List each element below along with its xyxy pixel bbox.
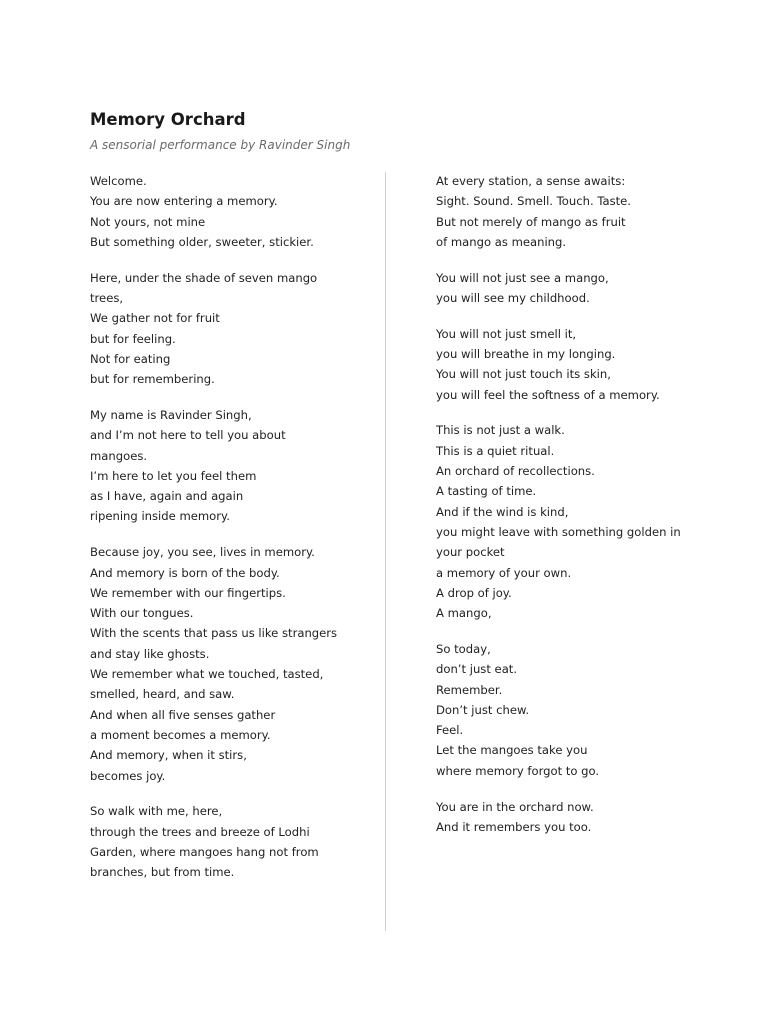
stanza (436, 420, 708, 623)
poem-line: of mango as meaning. (436, 234, 567, 249)
stanza (90, 268, 340, 390)
left-column (90, 171, 340, 898)
poem-line: My name is Ravinder Singh, (90, 407, 252, 422)
poem-line: A tasting of time. (436, 484, 537, 499)
poem-line: ripening inside memory. (90, 509, 230, 524)
poem-line: Not for eating (90, 351, 171, 366)
poem-line: You will not just see a mango, (436, 270, 609, 285)
stanza (436, 797, 708, 838)
poem-line: Sight. Sound. Smell. Touch. Taste. (436, 194, 631, 209)
poem-line: you will breathe in my longing. (436, 347, 616, 362)
poem-line: Welcome. (90, 174, 147, 188)
poem-line: At every station, a sense awaits: (436, 174, 626, 188)
poem-line: where memory forgot to go. (436, 763, 600, 778)
poem-line: but for feeling. (90, 331, 176, 346)
stanza (436, 639, 708, 781)
poem-line: as I have, again and again (90, 489, 244, 504)
poem-line: Not yours, not mine (90, 214, 206, 229)
poem-line: We gather not for fruit (90, 311, 220, 326)
poem-line: But not merely of mango as fruit (436, 214, 626, 229)
poem-line: So walk with me, here, (90, 804, 223, 819)
stanza (436, 268, 708, 309)
poem-line: becomes joy. (90, 768, 166, 783)
poem-line: and I’m not here to tell you about mangoes. (90, 428, 286, 463)
stanza (436, 324, 708, 405)
poem-line: A drop of joy. (436, 585, 512, 600)
poem-line: through the trees and breeze of Lodhi Garden, where mangoes hang not from branches, but from time. (90, 824, 319, 880)
poem-line: And memory is born of the body. (90, 565, 280, 580)
poem-line: We remember with our fingertips. (90, 585, 286, 600)
stanza (90, 542, 340, 786)
poem-line: This is not just a walk. (436, 423, 565, 438)
poem-line: you might leave with something golden in your pocket (436, 524, 681, 560)
poem-line: And memory, when it stirs, (90, 748, 247, 763)
poem-line: Because joy, you see, lives in memory. (90, 545, 315, 560)
poem-line: A mango, (436, 606, 492, 621)
column-divider (385, 172, 386, 931)
poem-line: Feel. (436, 723, 464, 738)
poem-line: You will not just smell it, (436, 326, 577, 341)
stanza (90, 171, 340, 252)
poem-line: don’t just eat. (436, 662, 518, 677)
page-title: Memory Orchard (90, 110, 246, 129)
poem-line: We remember what we touched, tasted, smelled, heard, and saw. (90, 667, 324, 702)
stanza (90, 405, 340, 527)
poem-line: Here, under the shade of seven mango trees, (90, 270, 318, 305)
right-column (436, 171, 708, 853)
poem-line: An orchard of recollections. (436, 464, 595, 479)
poem-line: Let the mangoes take you (436, 743, 588, 758)
poem-line: Don’t just chew. (436, 702, 530, 717)
poem-line: You will not just touch its skin, (436, 367, 611, 382)
poem-line: So today, (436, 641, 491, 656)
poem-line: but for remembering. (90, 372, 215, 387)
poem-line: you will see my childhood. (436, 290, 590, 305)
poem-line: This is a quiet ritual. (436, 443, 555, 458)
poem-line: You are now entering a memory. (90, 194, 278, 209)
poem-line: With our tongues. (90, 606, 194, 621)
poem-line: And if the wind is kind, (436, 504, 569, 519)
page-subtitle: A sensorial performance by Ravinder Singh (90, 138, 351, 152)
poem-line: you will feel the softness of a memory. (436, 387, 660, 402)
poem-line: And when all five senses gather (90, 707, 276, 722)
stanza (436, 171, 708, 252)
poem-line: a memory of your own. (436, 565, 572, 580)
poem-line: Remember. (436, 682, 503, 697)
poem-line: and stay like ghosts. (90, 646, 210, 661)
poem-line: I’m here to let you feel them (90, 468, 257, 483)
stanza (90, 801, 340, 882)
poem-line: With the scents that pass us like strangers (90, 626, 338, 641)
poem-line: But something older, sweeter, stickier. (90, 234, 314, 249)
poem-line: You are in the orchard now. (436, 799, 594, 814)
poem-line: a moment becomes a memory. (90, 727, 271, 742)
poem-line: And it remembers you too. (436, 819, 592, 834)
